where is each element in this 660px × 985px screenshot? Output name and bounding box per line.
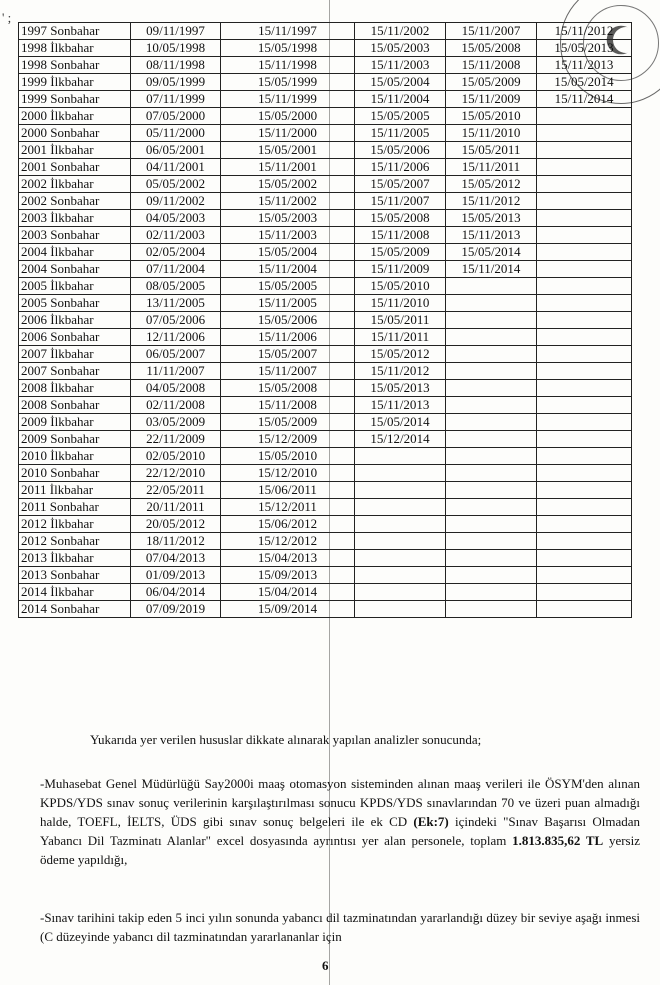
validity-start-cell: 15/05/2008 <box>221 380 355 397</box>
validity-start-cell: 15/06/2011 <box>221 482 355 499</box>
corner-mark: ' ; <box>2 10 12 25</box>
year-10-cell: 15/11/2012 <box>446 193 537 210</box>
page-number: 6 <box>322 958 329 973</box>
year-15-cell <box>537 227 632 244</box>
year-15-cell <box>537 346 632 363</box>
table-row <box>19 448 632 465</box>
validity-start-cell: 15/12/2011 <box>221 499 355 516</box>
year-10-cell <box>446 567 537 584</box>
table-row <box>19 176 632 193</box>
year-10-cell <box>446 295 537 312</box>
year-5-cell <box>355 499 446 516</box>
year-5-cell: 15/05/2004 <box>355 74 446 91</box>
exam-name-cell: 2000 İlkbahar <box>19 108 131 125</box>
year-5-cell: 15/11/2011 <box>355 329 446 346</box>
year-15-cell: 15/11/2013 <box>537 57 632 74</box>
exam-date-cell: 07/05/2006 <box>131 312 221 329</box>
exam-date-cell: 08/11/1998 <box>131 57 221 74</box>
exam-name-cell: 2012 Sonbahar <box>19 533 131 550</box>
year-15-cell <box>537 499 632 516</box>
year-15-cell <box>537 567 632 584</box>
exam-date-cell: 06/04/2014 <box>131 584 221 601</box>
exam-date-cell: 02/11/2003 <box>131 227 221 244</box>
year-10-cell: 15/11/2007 <box>446 23 537 40</box>
table-row <box>19 23 632 40</box>
year-15-cell: 15/05/2013 <box>537 40 632 57</box>
table-row <box>19 261 632 278</box>
table-row <box>19 431 632 448</box>
year-5-cell: 15/11/2009 <box>355 261 446 278</box>
table-row <box>19 584 632 601</box>
year-5-cell: 15/11/2008 <box>355 227 446 244</box>
year-5-cell <box>355 516 446 533</box>
validity-start-cell: 15/11/1998 <box>221 57 355 74</box>
validity-start-cell: 15/09/2014 <box>221 601 355 618</box>
exam-date-cell: 03/05/2009 <box>131 414 221 431</box>
exam-date-cell: 07/11/1999 <box>131 91 221 108</box>
year-15-cell <box>537 176 632 193</box>
validity-start-cell: 15/11/2003 <box>221 227 355 244</box>
year-10-cell <box>446 312 537 329</box>
exam-name-cell: 1997 Sonbahar <box>19 23 131 40</box>
validity-start-cell: 15/09/2013 <box>221 567 355 584</box>
table-row <box>19 278 632 295</box>
exam-name-cell: 2004 Sonbahar <box>19 261 131 278</box>
validity-start-cell: 15/05/1999 <box>221 74 355 91</box>
exam-date-cell: 11/11/2007 <box>131 363 221 380</box>
validity-start-cell: 15/05/2006 <box>221 312 355 329</box>
exam-name-cell: 2010 Sonbahar <box>19 465 131 482</box>
table-row <box>19 414 632 431</box>
exam-name-cell: 1998 İlkbahar <box>19 40 131 57</box>
table-row <box>19 125 632 142</box>
year-5-cell: 15/11/2003 <box>355 57 446 74</box>
validity-start-cell: 15/12/2010 <box>221 465 355 482</box>
validity-start-cell: 15/04/2013 <box>221 550 355 567</box>
year-10-cell <box>446 533 537 550</box>
year-15-cell <box>537 482 632 499</box>
exam-name-cell: 2009 Sonbahar <box>19 431 131 448</box>
year-10-cell <box>446 363 537 380</box>
year-5-cell: 15/11/2004 <box>355 91 446 108</box>
table-row <box>19 567 632 584</box>
validity-start-cell: 15/12/2009 <box>221 431 355 448</box>
year-5-cell: 15/05/2003 <box>355 40 446 57</box>
year-10-cell: 15/05/2014 <box>446 244 537 261</box>
exam-date-cell: 13/11/2005 <box>131 295 221 312</box>
year-15-cell <box>537 244 632 261</box>
exam-date-cell: 08/05/2005 <box>131 278 221 295</box>
validity-start-cell: 15/11/1999 <box>221 91 355 108</box>
year-10-cell: 15/05/2011 <box>446 142 537 159</box>
year-15-cell <box>537 125 632 142</box>
year-15-cell <box>537 601 632 618</box>
year-15-cell <box>537 448 632 465</box>
exam-dates-table-body <box>19 23 632 618</box>
year-10-cell <box>446 397 537 414</box>
year-15-cell <box>537 584 632 601</box>
validity-start-cell: 15/06/2012 <box>221 516 355 533</box>
year-5-cell: 15/05/2008 <box>355 210 446 227</box>
table-row <box>19 601 632 618</box>
year-5-cell: 15/05/2010 <box>355 278 446 295</box>
year-5-cell: 15/11/2002 <box>355 23 446 40</box>
exam-name-cell: 2013 Sonbahar <box>19 567 131 584</box>
year-15-cell <box>537 108 632 125</box>
exam-date-cell: 18/11/2012 <box>131 533 221 550</box>
table-row <box>19 40 632 57</box>
year-15-cell <box>537 380 632 397</box>
table-row <box>19 210 632 227</box>
year-10-cell: 15/05/2008 <box>446 40 537 57</box>
finding-paragraph-1 <box>40 774 640 869</box>
exam-name-cell: 2005 Sonbahar <box>19 295 131 312</box>
year-15-cell <box>537 193 632 210</box>
year-10-cell: 15/11/2009 <box>446 91 537 108</box>
exam-name-cell: 2000 Sonbahar <box>19 125 131 142</box>
validity-start-cell: 15/11/2002 <box>221 193 355 210</box>
finding-1-text-b: içindeki "Sınav Başarısı Olmadan Yabancı Dil Tazminatı Alanlar" excel dosyasında ayrıntısı yer alan personele, toplam <box>40 814 641 848</box>
annex-reference: (Ek:7) <box>413 814 449 829</box>
year-15-cell <box>537 397 632 414</box>
year-15-cell <box>537 533 632 550</box>
validity-start-cell: 15/05/2005 <box>221 278 355 295</box>
year-15-cell <box>537 363 632 380</box>
finding-1-text-c: yersiz ödeme yapıldığı, <box>40 833 640 867</box>
year-15-cell <box>537 210 632 227</box>
intro-paragraph: Yukarıda yer verilen hususlar dikkate alınarak yapılan analizler sonucunda; <box>90 732 482 747</box>
exam-name-cell: 2006 Sonbahar <box>19 329 131 346</box>
exam-date-cell: 05/05/2002 <box>131 176 221 193</box>
year-15-cell <box>537 329 632 346</box>
year-5-cell: 15/11/2006 <box>355 159 446 176</box>
exam-name-cell: 2012 İlkbahar <box>19 516 131 533</box>
table-row <box>19 193 632 210</box>
year-5-cell: 15/05/2005 <box>355 108 446 125</box>
year-10-cell: 15/11/2014 <box>446 261 537 278</box>
exam-date-cell: 02/05/2010 <box>131 448 221 465</box>
year-10-cell <box>446 465 537 482</box>
table-row <box>19 142 632 159</box>
year-5-cell: 15/05/2014 <box>355 414 446 431</box>
year-15-cell <box>537 295 632 312</box>
validity-start-cell: 15/05/1998 <box>221 40 355 57</box>
exam-name-cell: 2008 İlkbahar <box>19 380 131 397</box>
table-row <box>19 74 632 91</box>
exam-name-cell: 1998 Sonbahar <box>19 57 131 74</box>
year-5-cell <box>355 465 446 482</box>
validity-start-cell: 15/05/2010 <box>221 448 355 465</box>
year-15-cell: 15/11/2012 <box>537 23 632 40</box>
validity-start-cell: 15/11/2007 <box>221 363 355 380</box>
table-row <box>19 312 632 329</box>
exam-name-cell: 2014 Sonbahar <box>19 601 131 618</box>
exam-name-cell: 2005 İlkbahar <box>19 278 131 295</box>
exam-name-cell: 2011 Sonbahar <box>19 499 131 516</box>
table-row <box>19 329 632 346</box>
year-10-cell: 15/05/2010 <box>446 108 537 125</box>
year-15-cell <box>537 550 632 567</box>
year-10-cell <box>446 516 537 533</box>
year-5-cell: 15/05/2006 <box>355 142 446 159</box>
exam-date-cell: 10/05/1998 <box>131 40 221 57</box>
finding-1-text-a: -Muhasebat Genel Müdürlüğü Say2000i maaş otomasyon sisteminden alınan maaş verileri ile ÖSYM'den alınan KPDS/YDS sınav sonuç verilerinin karşılaştırılması sonucu KPDS/YDS sınavlarından 70 ve üzeri puan almadığı halde, TOEFL, İELTS, ÜDS gibi sınav sonuç belgeleri ile ek CD <box>40 776 640 829</box>
year-5-cell: 15/12/2014 <box>355 431 446 448</box>
table-row <box>19 227 632 244</box>
exam-date-cell: 22/05/2011 <box>131 482 221 499</box>
year-5-cell: 15/05/2012 <box>355 346 446 363</box>
year-5-cell: 15/11/2012 <box>355 363 446 380</box>
table-row <box>19 516 632 533</box>
table-row <box>19 499 632 516</box>
validity-start-cell: 15/11/2001 <box>221 159 355 176</box>
year-10-cell <box>446 278 537 295</box>
exam-date-cell: 20/11/2011 <box>131 499 221 516</box>
exam-name-cell: 2014 İlkbahar <box>19 584 131 601</box>
exam-name-cell: 2009 İlkbahar <box>19 414 131 431</box>
exam-date-cell: 02/11/2008 <box>131 397 221 414</box>
year-5-cell: 15/05/2011 <box>355 312 446 329</box>
year-5-cell <box>355 567 446 584</box>
exam-date-cell: 09/05/1999 <box>131 74 221 91</box>
year-5-cell <box>355 448 446 465</box>
exam-name-cell: 1999 İlkbahar <box>19 74 131 91</box>
table-row <box>19 346 632 363</box>
validity-start-cell: 15/11/2005 <box>221 295 355 312</box>
year-10-cell: 15/11/2010 <box>446 125 537 142</box>
year-10-cell <box>446 346 537 363</box>
exam-name-cell: 2006 İlkbahar <box>19 312 131 329</box>
year-15-cell <box>537 159 632 176</box>
year-10-cell <box>446 550 537 567</box>
exam-name-cell: 2003 Sonbahar <box>19 227 131 244</box>
validity-start-cell: 15/05/2009 <box>221 414 355 431</box>
validity-start-cell: 15/11/2004 <box>221 261 355 278</box>
validity-start-cell: 15/11/2008 <box>221 397 355 414</box>
exam-name-cell: 2002 Sonbahar <box>19 193 131 210</box>
exam-dates-table <box>18 22 632 618</box>
exam-name-cell: 2002 İlkbahar <box>19 176 131 193</box>
table-row <box>19 108 632 125</box>
year-10-cell <box>446 329 537 346</box>
year-15-cell <box>537 516 632 533</box>
table-row <box>19 465 632 482</box>
exam-name-cell: 2001 Sonbahar <box>19 159 131 176</box>
year-5-cell: 15/11/2005 <box>355 125 446 142</box>
year-10-cell <box>446 380 537 397</box>
exam-name-cell: 1999 Sonbahar <box>19 91 131 108</box>
year-5-cell <box>355 584 446 601</box>
year-10-cell <box>446 482 537 499</box>
exam-date-cell: 04/05/2003 <box>131 210 221 227</box>
table-row <box>19 91 632 108</box>
exam-date-cell: 12/11/2006 <box>131 329 221 346</box>
year-10-cell: 15/05/2013 <box>446 210 537 227</box>
year-15-cell <box>537 312 632 329</box>
total-amount: 1.813.835,62 TL <box>512 833 604 848</box>
year-10-cell <box>446 414 537 431</box>
year-15-cell: 15/11/2014 <box>537 91 632 108</box>
validity-start-cell: 15/11/2000 <box>221 125 355 142</box>
year-15-cell <box>537 465 632 482</box>
year-15-cell <box>537 278 632 295</box>
exam-date-cell: 22/12/2010 <box>131 465 221 482</box>
year-10-cell: 15/11/2011 <box>446 159 537 176</box>
year-5-cell: 15/05/2007 <box>355 176 446 193</box>
validity-start-cell: 15/12/2012 <box>221 533 355 550</box>
year-5-cell <box>355 550 446 567</box>
validity-start-cell: 15/11/1997 <box>221 23 355 40</box>
exam-date-cell: 06/05/2007 <box>131 346 221 363</box>
table-row <box>19 159 632 176</box>
exam-name-cell: 2001 İlkbahar <box>19 142 131 159</box>
exam-date-cell: 04/11/2001 <box>131 159 221 176</box>
exam-date-cell: 02/05/2004 <box>131 244 221 261</box>
validity-start-cell: 15/05/2003 <box>221 210 355 227</box>
exam-name-cell: 2007 İlkbahar <box>19 346 131 363</box>
exam-name-cell: 2013 İlkbahar <box>19 550 131 567</box>
exam-date-cell: 06/05/2001 <box>131 142 221 159</box>
year-10-cell <box>446 584 537 601</box>
validity-start-cell: 15/05/2001 <box>221 142 355 159</box>
year-5-cell: 15/05/2009 <box>355 244 446 261</box>
exam-date-cell: 09/11/2002 <box>131 193 221 210</box>
year-5-cell: 15/11/2013 <box>355 397 446 414</box>
exam-date-cell: 20/05/2012 <box>131 516 221 533</box>
exam-date-cell: 04/05/2008 <box>131 380 221 397</box>
year-15-cell <box>537 431 632 448</box>
year-10-cell <box>446 601 537 618</box>
exam-date-cell: 01/09/2013 <box>131 567 221 584</box>
year-15-cell <box>537 142 632 159</box>
year-15-cell: 15/05/2014 <box>537 74 632 91</box>
exam-date-cell: 07/04/2013 <box>131 550 221 567</box>
year-10-cell: 15/11/2013 <box>446 227 537 244</box>
exam-date-cell: 07/05/2000 <box>131 108 221 125</box>
year-10-cell <box>446 448 537 465</box>
table-row <box>19 397 632 414</box>
exam-date-cell: 07/09/2019 <box>131 601 221 618</box>
year-5-cell <box>355 601 446 618</box>
table-row <box>19 244 632 261</box>
exam-date-cell: 09/11/1997 <box>131 23 221 40</box>
table-row <box>19 57 632 74</box>
year-15-cell <box>537 261 632 278</box>
finding-paragraph-2: -Sınav tarihini takip eden 5 inci yılın sonunda yabancı dil tazminatından yararlandığı düzey bir seviye aşağı inmesi (C düzeyinde yabancı dil tazminatından yararlananlar için <box>40 910 640 944</box>
year-15-cell <box>537 414 632 431</box>
year-5-cell: 15/05/2013 <box>355 380 446 397</box>
exam-name-cell: 2008 Sonbahar <box>19 397 131 414</box>
validity-start-cell: 15/05/2007 <box>221 346 355 363</box>
validity-start-cell: 15/05/2002 <box>221 176 355 193</box>
table-row <box>19 482 632 499</box>
year-10-cell <box>446 499 537 516</box>
exam-date-cell: 07/11/2004 <box>131 261 221 278</box>
exam-name-cell: 2003 İlkbahar <box>19 210 131 227</box>
year-5-cell: 15/11/2007 <box>355 193 446 210</box>
exam-name-cell: 2011 İlkbahar <box>19 482 131 499</box>
exam-name-cell: 2004 İlkbahar <box>19 244 131 261</box>
year-5-cell <box>355 482 446 499</box>
validity-start-cell: 15/04/2014 <box>221 584 355 601</box>
table-row <box>19 363 632 380</box>
table-row <box>19 533 632 550</box>
year-10-cell: 15/11/2008 <box>446 57 537 74</box>
exam-date-cell: 05/11/2000 <box>131 125 221 142</box>
year-5-cell <box>355 533 446 550</box>
table-row <box>19 295 632 312</box>
year-10-cell: 15/05/2009 <box>446 74 537 91</box>
year-10-cell <box>446 431 537 448</box>
exam-name-cell: 2007 Sonbahar <box>19 363 131 380</box>
validity-start-cell: 15/05/2004 <box>221 244 355 261</box>
year-5-cell: 15/11/2010 <box>355 295 446 312</box>
exam-name-cell: 2010 İlkbahar <box>19 448 131 465</box>
table-row <box>19 550 632 567</box>
validity-start-cell: 15/05/2000 <box>221 108 355 125</box>
year-10-cell: 15/05/2012 <box>446 176 537 193</box>
exam-date-cell: 22/11/2009 <box>131 431 221 448</box>
validity-start-cell: 15/11/2006 <box>221 329 355 346</box>
table-row <box>19 380 632 397</box>
